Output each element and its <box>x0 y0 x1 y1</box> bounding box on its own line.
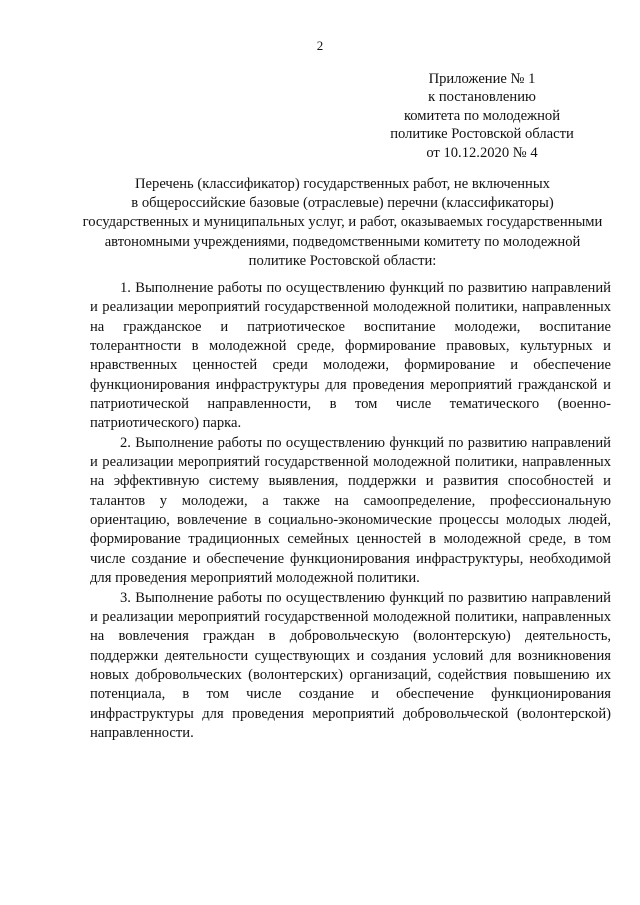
title-line: в общероссийские базовые (отраслевые) перечни (классификаторы) <box>131 195 554 212</box>
appendix-line: комитета по молодежной <box>403 107 561 124</box>
list-item-2: 2. Выполнение работы по осуществлению функций по развитию направлений и реализации мероприятий государственной молодежной политики, направленных на эффективную систему выявления, поддержки и развития способностей и талантов у молодежи, а также на самоопределение, профессиональную ориентацию, вовлечение в социально-экономические процессы молодых людей, формирование традиционных семейных ценностей в молодежной среде, в том числе создание и обеспечение функционирования инфраструктуры, необходимой для проведения мероприятий молодежной политики. <box>90 434 611 587</box>
appendix-line: политике Ростовской области <box>390 126 574 143</box>
document-body <box>90 279 611 743</box>
page-number: 2 <box>316 38 324 53</box>
title-line: Перечень (классификатор) государственных работ, не включенных <box>135 176 550 192</box>
appendix-title: Приложение № 1 <box>428 71 536 87</box>
title-line: политике Ростовской области: <box>248 252 437 269</box>
list-item-3: 3. Выполнение работы по осуществлению функций по развитию направлений и реализации мероприятий государственной молодежной политики, направленных на вовлечения граждан в добровольческую (волонтерскую) деятельность, поддержки деятельности существующих и создания условий для возникновения новых добровольческих (волонтерских) организаций, содействия повышению их потенциала, в том числе создание и обеспечение функционирования инфраструктуры для проведения мероприятий добровольческой (волонтерской) направленности. <box>90 589 611 741</box>
appendix-header <box>378 70 586 162</box>
list-item-1: 1. Выполнение работы по осуществлению функций по развитию направлений и реализации мероприятий государственной молодежной политики, направленных на гражданское и патриотическое воспитание молодежи, воспитание толерантности в молодежной среде, формирование правовых, культурных и нравственных ценностей среди молодежи, формирование и обеспечение функционирования инфраструктуры для проведения мероприятий гражданской и патриотической направленности, в том числе тематического (военно-патриотического) парка. <box>90 280 611 432</box>
appendix-date-line: от 10.12.2020 № 4 <box>426 144 538 161</box>
title-line: автономными учреждениями, подведомственными комитету по молодежной <box>104 233 581 250</box>
document-title <box>60 175 625 271</box>
title-line: государственных и муниципальных услуг, и работ, оказываемых государственными <box>82 214 603 231</box>
appendix-line: к постановлению <box>428 89 536 106</box>
